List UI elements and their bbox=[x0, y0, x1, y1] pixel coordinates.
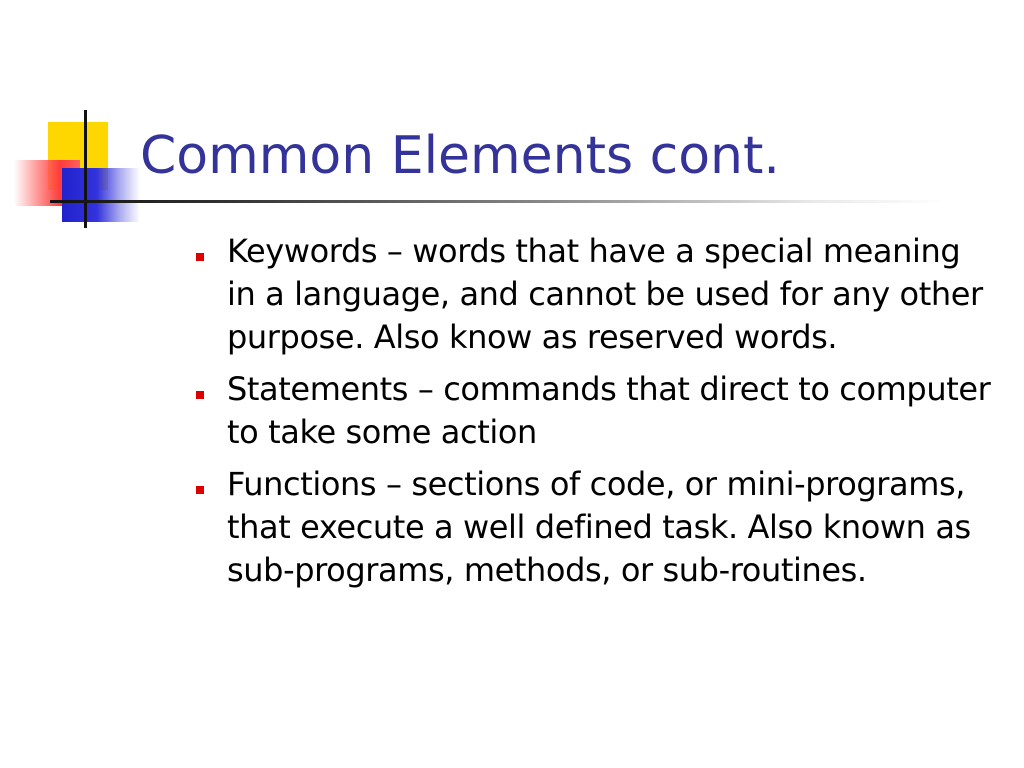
red-square-bullet-icon bbox=[196, 253, 204, 261]
bullet-item-statements bbox=[196, 368, 996, 454]
bullet-text: Statements – commands that direct to computer to take some action bbox=[227, 370, 991, 451]
bullet-list bbox=[196, 230, 996, 601]
decoration-blue-bar bbox=[62, 168, 140, 222]
bullet-item-functions bbox=[196, 463, 996, 592]
bullet-text: Keywords – words that have a special meaning in a language, and cannot be used for any other purpose. Also know as reserved words. bbox=[227, 232, 983, 356]
bullet-item-keywords bbox=[196, 230, 996, 359]
decoration-vertical-line bbox=[84, 110, 87, 228]
red-square-bullet-icon bbox=[196, 391, 204, 399]
slide-title: Common Elements cont. bbox=[140, 126, 780, 186]
title-underline bbox=[50, 200, 950, 203]
red-square-bullet-icon bbox=[196, 486, 204, 494]
bullet-text: Functions – sections of code, or mini-programs, that execute a well defined task. Also known as sub-programs, methods, or sub-routines. bbox=[227, 465, 971, 589]
